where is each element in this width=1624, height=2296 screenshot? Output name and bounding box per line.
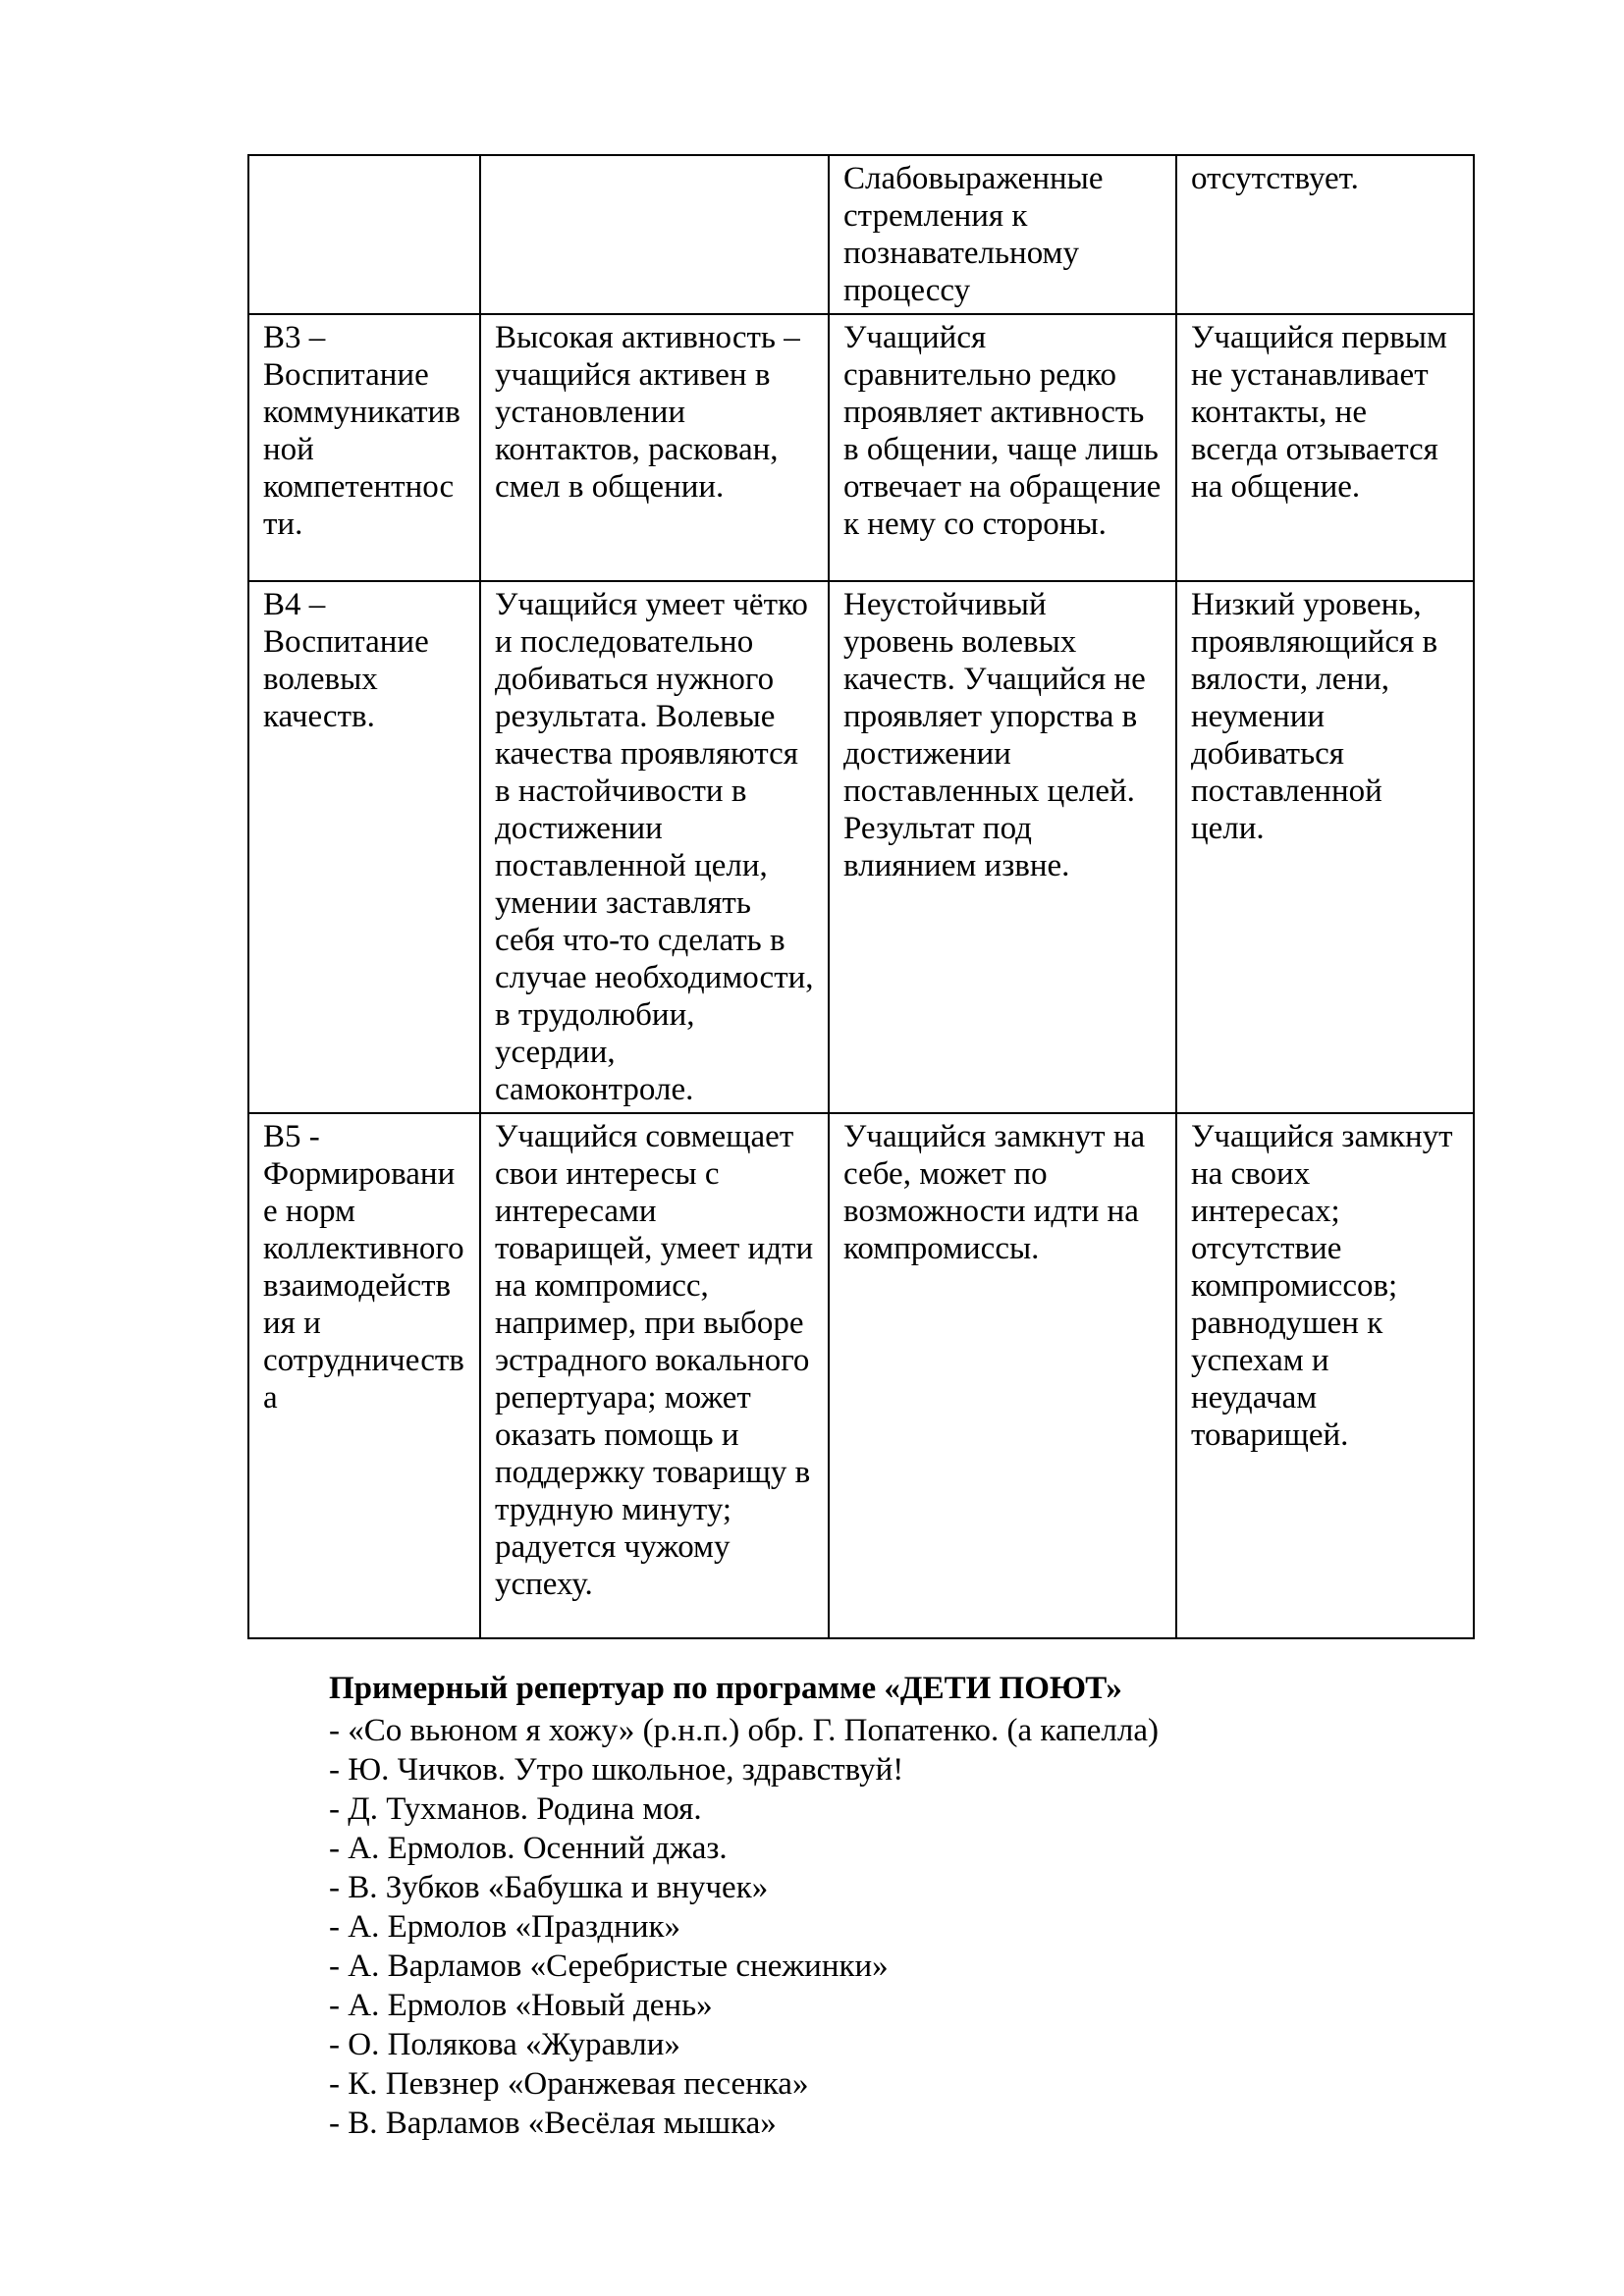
table-cell-criterion: В5 - Формирование норм коллективного взаимодействия и сотрудничества <box>248 1113 480 1638</box>
table-cell-low-level: Учащийся замкнут на своих интересах; отсутствие компромиссов; равнодушен к успехам и неудачам товарищей. <box>1176 1113 1474 1638</box>
table-row-v5 <box>248 1113 1474 1638</box>
table-cell-low-level: отсутствует. <box>1176 155 1474 314</box>
table-row-v3 <box>248 314 1474 581</box>
table-row-carryover <box>248 155 1474 314</box>
table-cell-high-level: Учащийся совмещает свои интересы с интересами товарищей, умеет идти на компромисс, например, при выборе эстрадного вокального репертуара; может оказать помощь и поддержку товарищу в трудную минуту; радуется чужому успеху. <box>480 1113 829 1638</box>
table-cell-high-level: Учащийся умеет чётко и последовательно добиваться нужного результата. Волевые качества проявляются в настойчивости в достижении поставленной цели, умении заставлять себя что-то сделать в случае необходимости, в трудолюбии, усердии, самоконтроле. <box>480 581 829 1113</box>
repertoire-item: - Д. Тухманов. Родина моя. <box>329 1791 702 1827</box>
table-cell-low-level: Низкий уровень, проявляющийся в вялости, лени, неумении добиваться поставленной цели. <box>1176 581 1474 1113</box>
table-cell-middle-level: Учащийся сравнительно редко проявляет активность в общении, чаще лишь отвечает на обращение к нему со стороны. <box>829 314 1176 581</box>
repertoire-item: - «Со вьюном я хожу» (р.н.п.) обр. Г. Попатенко. (а капелла) <box>329 1713 1159 1748</box>
table-cell-middle-level: Слабовыраженные стремления к познавательному процессу <box>829 155 1176 314</box>
table-cell-middle-level: Неустойчивый уровень волевых качеств. Учащийся не проявляет упорства в достижении поставленных целей. Результат под влиянием извне. <box>829 581 1176 1113</box>
repertoire-item: - О. Полякова «Журавли» <box>329 2027 680 2062</box>
table-cell-criterion: В4 – Воспитание волевых качеств. <box>248 581 480 1113</box>
repertoire-item: - А. Ермолов. Осенний джаз. <box>329 1831 728 1866</box>
table-cell-high-level <box>480 155 829 314</box>
repertoire-item: - К. Певзнер «Оранжевая песенка» <box>329 2066 809 2102</box>
table-cell-high-level: Высокая активность – учащийся активен в установлении контактов, раскован, смел в общении. <box>480 314 829 581</box>
table-cell-criterion: В3 – Воспитание коммуникативной компетентности. <box>248 314 480 581</box>
repertoire-item: - А. Ермолов «Новый день» <box>329 1988 713 2023</box>
repertoire-item: - Ю. Чичков. Утро школьное, здравствуй! <box>329 1752 904 1788</box>
repertoire-item: - В. Варламов «Весёлая мышка» <box>329 2106 777 2141</box>
repertoire-heading: Примерный репертуар по программе «ДЕТИ ПОЮТ» <box>329 1671 1122 1706</box>
table-cell-low-level: Учащийся первым не устанавливает контакты, не всегда отзывается на общение. <box>1176 314 1474 581</box>
assessment-criteria-table <box>247 154 1475 1639</box>
table-cell-criterion <box>248 155 480 314</box>
repertoire-item: - А. Варламов «Серебристые снежинки» <box>329 1949 889 1984</box>
table-row-v4 <box>248 581 1474 1113</box>
repertoire-item: - В. Зубков «Бабушка и внучек» <box>329 1870 769 1905</box>
repertoire-item: - А. Ермолов «Праздник» <box>329 1909 681 1945</box>
table-cell-middle-level: Учащийся замкнут на себе, может по возможности идти на компромиссы. <box>829 1113 1176 1638</box>
repertoire-section <box>329 1669 1448 2143</box>
